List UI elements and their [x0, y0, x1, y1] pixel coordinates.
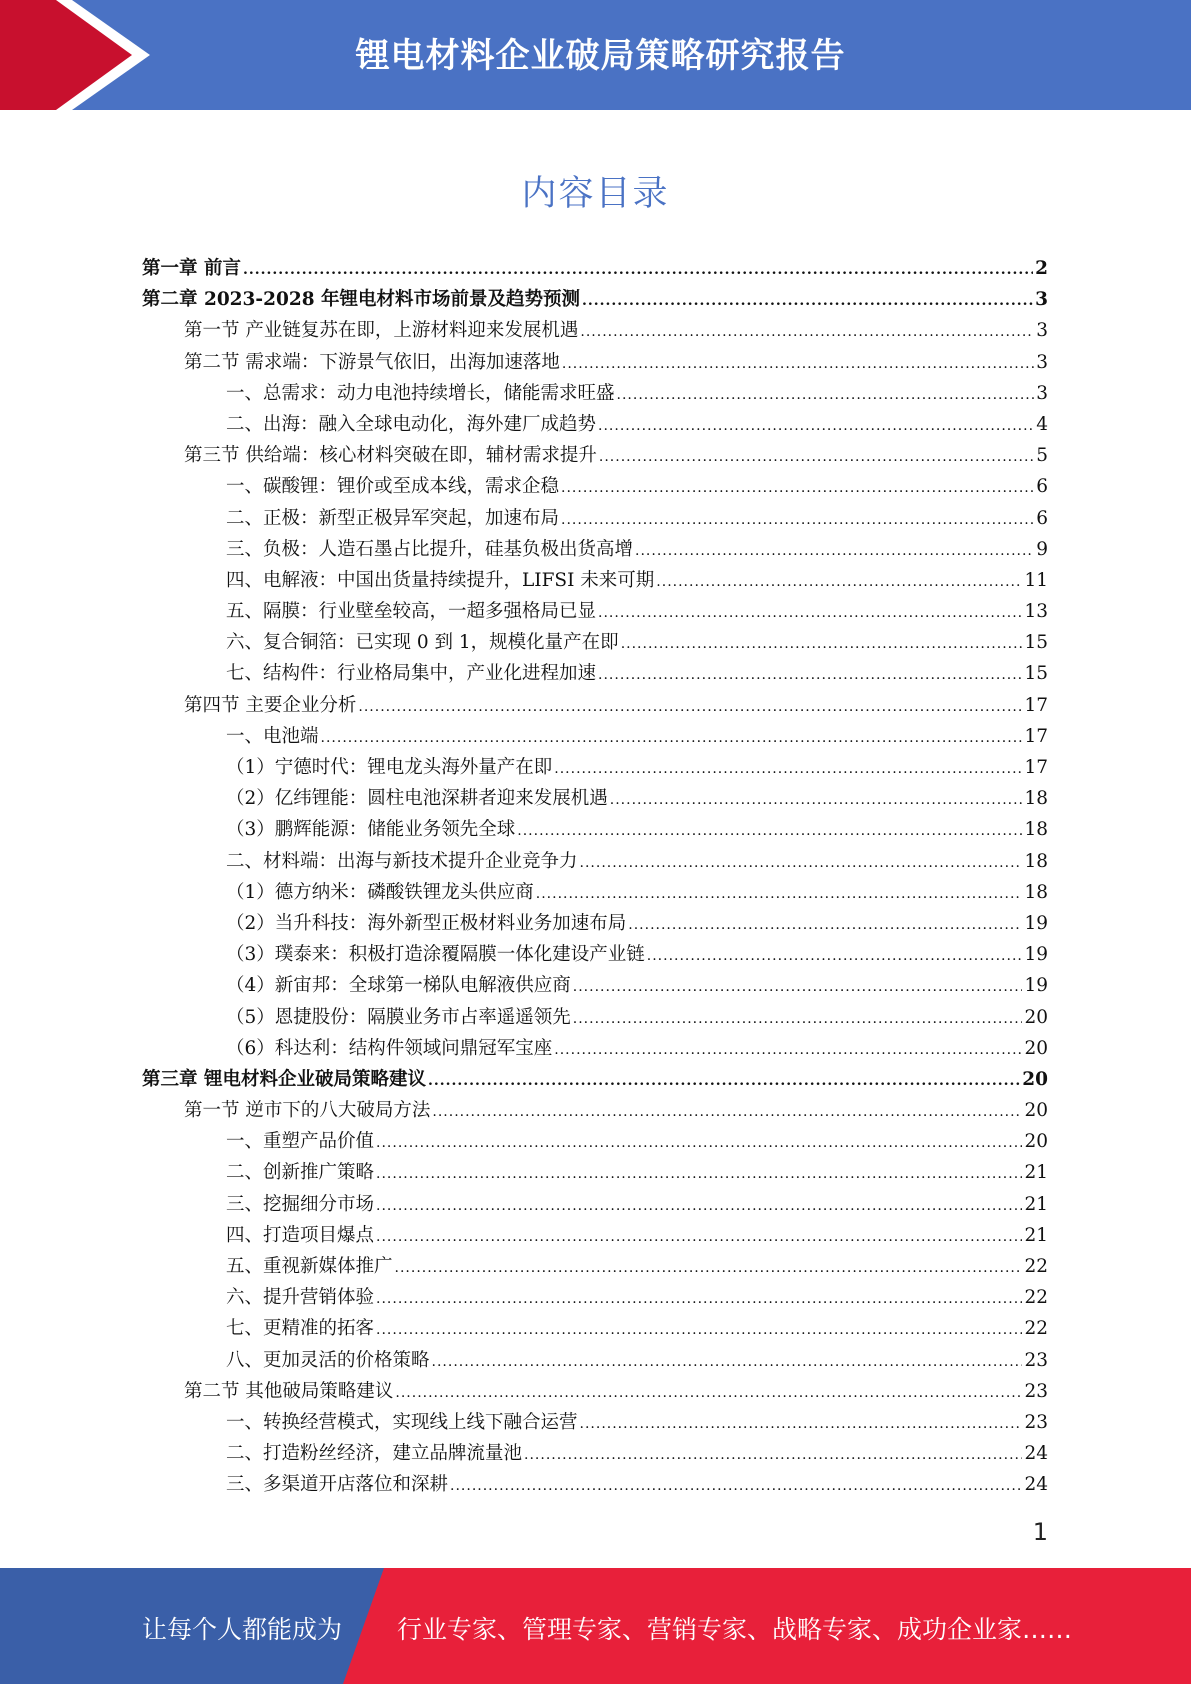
- toc-entry[interactable]: [142, 1251, 1048, 1282]
- toc-entry[interactable]: [142, 970, 1048, 1001]
- toc-entry[interactable]: [142, 1002, 1048, 1033]
- toc-dot-leader: [554, 754, 1022, 785]
- toc-entry[interactable]: [142, 284, 1048, 315]
- toc-entry-label: （3）璞泰来：积极打造涂覆隔膜一体化建设产业链: [226, 944, 645, 966]
- toc-entry-label: 第一节 逆市下的八大破局方法: [184, 1100, 431, 1122]
- toc-entry-label: （2）亿纬锂能：圆柱电池深耕者迎来发展机遇: [226, 788, 608, 810]
- toc-entry-page: 13: [1024, 601, 1048, 623]
- toc-dot-leader: [376, 1191, 1022, 1222]
- footer-banner: [0, 1568, 1191, 1684]
- toc-entry[interactable]: [142, 347, 1048, 378]
- toc-entry-label: （5）恩捷股份：隔膜业务市占率遥遥领先: [226, 1006, 571, 1028]
- toc-entry-label: （6）科达利：结构件领域问鼎冠军宝座: [226, 1037, 553, 1059]
- toc-dot-leader: [610, 785, 1023, 816]
- toc-entry[interactable]: [142, 877, 1048, 908]
- toc-entry-label: 二、正极：新型正极异军突起，加速布局: [226, 507, 560, 529]
- toc-entry[interactable]: [142, 378, 1048, 409]
- toc-entry-label: 四、打造项目爆点: [226, 1224, 375, 1246]
- toc-entry-label: （1）德方纳米：磷酸铁锂龙头供应商: [226, 881, 534, 903]
- toc-entry-label: 第一节 产业链复苏在即，上游材料迎来发展机遇: [184, 320, 579, 342]
- toc-entry-label: 三、多渠道开店落位和深耕: [226, 1474, 449, 1496]
- toc-dot-leader: [376, 1128, 1022, 1159]
- toc-dot-leader: [524, 1440, 1022, 1471]
- toc-entry-label: 一、电池端: [226, 725, 319, 747]
- toc-entry-label: 二、材料端：出海与新技术提升企业竞争力: [226, 850, 578, 872]
- toc-dot-leader: [656, 567, 1022, 598]
- toc-dot-leader: [617, 380, 1035, 411]
- toc-entry-page: 2: [1035, 258, 1048, 279]
- toc-entry-page: 5: [1036, 445, 1048, 467]
- toc-dot-leader: [580, 1409, 1023, 1440]
- toc-dot-leader: [376, 1222, 1022, 1253]
- footer-slogan-left: 让每个人都能成为: [142, 1615, 343, 1644]
- toc-entry[interactable]: [142, 409, 1048, 440]
- toc-entry-page: 15: [1024, 663, 1048, 685]
- toc-entry-page: 23: [1024, 1380, 1048, 1402]
- toc-entry[interactable]: [142, 1376, 1048, 1407]
- toc-entry[interactable]: [142, 1345, 1048, 1376]
- toc-entry-label: 四、电解液：中国出货量持续提升，LIFSI 未来可期: [226, 569, 655, 591]
- toc-entry[interactable]: [142, 1095, 1048, 1126]
- toc-entry[interactable]: [142, 1407, 1048, 1438]
- toc-entry-page: 23: [1024, 1349, 1048, 1371]
- toc-dot-leader: [358, 692, 1022, 723]
- toc-dot-leader: [580, 848, 1023, 879]
- toc-dot-leader: [561, 505, 1034, 536]
- report-title: 锂电材料企业破局策略研究报告: [355, 36, 846, 76]
- toc-entry-page: 24: [1024, 1474, 1048, 1496]
- toc-entry-label: 第三章 锂电材料企业破局策略建议: [142, 1068, 426, 1090]
- toc-entry[interactable]: [142, 1157, 1048, 1188]
- toc-dot-leader: [573, 972, 1023, 1003]
- toc-entry-page: 3: [1036, 351, 1048, 373]
- toc-entry[interactable]: [142, 783, 1048, 814]
- toc-entry-page: 3: [1036, 382, 1048, 404]
- toc-entry[interactable]: [142, 1064, 1048, 1095]
- toc-entry-page: 18: [1024, 850, 1048, 872]
- toc-entry[interactable]: [142, 565, 1048, 596]
- toc-entry-label: 七、更精准的拓客: [226, 1318, 375, 1340]
- toc-entry-page: 17: [1024, 694, 1048, 716]
- toc-entry-page: 19: [1024, 912, 1048, 934]
- toc-entry-page: 21: [1024, 1193, 1048, 1215]
- toc-entry-label: 一、重塑产品价值: [226, 1131, 375, 1153]
- toc-entry-page: 20: [1024, 1037, 1048, 1059]
- toc-dot-leader: [647, 941, 1023, 972]
- toc-heading: 内容目录: [521, 174, 670, 214]
- toc-dot-leader: [395, 1378, 1022, 1409]
- toc-dot-leader: [432, 1347, 1023, 1378]
- toc-entry[interactable]: [142, 471, 1048, 502]
- toc-entry-page: 3: [1035, 289, 1048, 311]
- toc-entry-page: 18: [1024, 788, 1048, 810]
- toc-entry-page: 19: [1024, 975, 1048, 997]
- toc-dot-leader: [428, 1066, 1020, 1097]
- toc-entry[interactable]: [142, 253, 1048, 284]
- toc-entry-label: 二、打造粉丝经济，建立品牌流量池: [226, 1443, 523, 1465]
- toc-entry-page: 22: [1024, 1318, 1048, 1340]
- toc-entry-page: 17: [1024, 725, 1048, 747]
- toc-entry-label: 一、转换经营模式，实现线上线下融合运营: [226, 1411, 578, 1433]
- toc-dot-leader: [432, 1097, 1022, 1128]
- toc-entry-page: 18: [1024, 881, 1048, 903]
- toc-entry-label: 一、碳酸锂：锂价或至成本线，需求企稳: [226, 476, 560, 498]
- toc-dot-leader: [561, 473, 1034, 504]
- toc-dot-leader: [376, 1159, 1022, 1190]
- toc-entry-label: 六、提升营销体验: [226, 1287, 375, 1309]
- toc-entry-label: 二、出海：融入全球电动化，海外建厂成趋势: [226, 413, 597, 435]
- toc-entry-page: 4: [1036, 413, 1048, 435]
- toc-entry[interactable]: [142, 1033, 1048, 1064]
- toc-dot-leader: [376, 1315, 1022, 1346]
- toc-entry[interactable]: [142, 658, 1048, 689]
- toc-entry-page: 24: [1024, 1443, 1048, 1465]
- toc-dot-leader: [599, 442, 1034, 473]
- toc-dot-leader: [635, 536, 1034, 567]
- toc-dot-leader: [621, 629, 1023, 660]
- toc-entry-label: 三、挖掘细分市场: [226, 1193, 375, 1215]
- toc-entry-page: 15: [1024, 632, 1048, 654]
- toc-dot-leader: [536, 879, 1023, 910]
- toc-entry-page: 20: [1022, 1068, 1048, 1090]
- toc-entry-page: 23: [1024, 1411, 1048, 1433]
- toc-entry-label: 第二节 其他破局策略建议: [184, 1380, 394, 1402]
- toc-entry-page: 21: [1024, 1224, 1048, 1246]
- toc-entry-page: 22: [1024, 1287, 1048, 1309]
- toc-entry-label: （1）宁德时代：锂电龙头海外量产在即: [226, 757, 553, 778]
- toc-entry[interactable]: [142, 939, 1048, 970]
- toc-entry-label: 一、总需求：动力电池持续增长，储能需求旺盛: [226, 382, 615, 404]
- toc-entry-label: 第一章 前言: [142, 258, 241, 279]
- toc-entry[interactable]: [142, 1469, 1048, 1500]
- toc-dot-leader: [450, 1471, 1022, 1502]
- toc-entry-label: 第二章 2023-2028 年锂电材料市场前景及趋势预测: [142, 289, 581, 311]
- toc-entry-page: 3: [1036, 320, 1048, 342]
- toc-entry[interactable]: [142, 846, 1048, 877]
- toc-dot-leader: [628, 910, 1022, 941]
- toc-entry-label: 六、复合铜箔：已实现 0 到 1，规模化量产在即: [226, 632, 619, 654]
- toc-dot-leader: [321, 723, 1023, 754]
- toc-entry-page: 6: [1036, 476, 1048, 498]
- toc-entry[interactable]: [142, 627, 1048, 658]
- toc-entry-label: 七、结构件：行业格局集中，产业化进程加速: [226, 663, 597, 685]
- toc-dot-leader: [582, 286, 1033, 317]
- toc-dot-leader: [598, 411, 1034, 442]
- toc-entry-label: （2）当升科技：海外新型正极材料业务加速布局: [226, 912, 627, 934]
- toc-entry[interactable]: [142, 1282, 1048, 1313]
- toc-entry-page: 17: [1024, 757, 1048, 778]
- toc-entry-label: 第四节 主要企业分析: [184, 694, 357, 716]
- toc-entry-label: 第二节 需求端：下游景气依旧，出海加速落地: [184, 351, 560, 373]
- toc-entry[interactable]: [142, 596, 1048, 627]
- toc-entry[interactable]: [142, 721, 1048, 752]
- toc-entry-page: 20: [1024, 1131, 1048, 1153]
- toc-entry-label: 二、创新推广策略: [226, 1162, 375, 1184]
- toc-dot-leader: [243, 255, 1033, 286]
- toc-dot-leader: [573, 1004, 1023, 1035]
- toc-entry[interactable]: [142, 908, 1048, 939]
- toc-dot-leader: [395, 1253, 1023, 1284]
- page-number: 1: [1032, 1518, 1048, 1546]
- toc-dot-leader: [517, 816, 1022, 847]
- toc-entry-label: 八、更加灵活的价格策略: [226, 1349, 430, 1371]
- toc-entry[interactable]: [142, 752, 1048, 783]
- toc-entry-page: 9: [1036, 538, 1048, 560]
- toc-dot-leader: [554, 1035, 1022, 1066]
- toc-entry-label: （4）新宙邦：全球第一梯队电解液供应商: [226, 975, 571, 997]
- toc-entry-page: 19: [1024, 944, 1048, 966]
- toc-entry-page: 22: [1024, 1256, 1048, 1277]
- toc-entry-label: （3）鹏辉能源：储能业务领先全球: [226, 819, 516, 841]
- toc-entry[interactable]: [142, 315, 1048, 346]
- toc-entry-label: 五、隔膜：行业壁垒较高，一超多强格局已显: [226, 601, 597, 623]
- toc-dot-leader: [562, 349, 1034, 380]
- toc-entry-page: 11: [1024, 569, 1048, 591]
- toc-entry-label: 三、负极：人造石墨占比提升，硅基负极出货高增: [226, 538, 634, 560]
- footer-slogan-right: 行业专家、管理专家、营销专家、战略专家、成功企业家……: [397, 1615, 1073, 1644]
- toc-dot-leader: [598, 660, 1022, 691]
- toc-entry-page: 20: [1024, 1100, 1048, 1122]
- toc-dot-leader: [598, 598, 1022, 629]
- toc-entry[interactable]: [142, 814, 1048, 845]
- toc-entry[interactable]: [142, 690, 1048, 721]
- toc-entry-page: 18: [1024, 819, 1048, 841]
- toc-entry[interactable]: [142, 1126, 1048, 1157]
- toc-entry[interactable]: [142, 1189, 1048, 1220]
- toc-entry[interactable]: [142, 1220, 1048, 1251]
- toc-entry-label: 第三节 供给端：核心材料突破在即，辅材需求提升: [184, 445, 597, 467]
- toc-entry[interactable]: [142, 1313, 1048, 1344]
- toc-entry-page: 20: [1024, 1006, 1048, 1028]
- table-of-contents: [142, 253, 1048, 1501]
- header-banner: [0, 0, 1191, 110]
- toc-dot-leader: [580, 317, 1034, 348]
- toc-entry-page: 6: [1036, 507, 1048, 529]
- toc-entry[interactable]: [142, 534, 1048, 565]
- toc-entry-page: 21: [1024, 1162, 1048, 1184]
- toc-dot-leader: [376, 1284, 1022, 1315]
- toc-entry[interactable]: [142, 440, 1048, 471]
- toc-entry[interactable]: [142, 1438, 1048, 1469]
- toc-entry-label: 五、重视新媒体推广: [226, 1256, 393, 1277]
- toc-entry[interactable]: [142, 503, 1048, 534]
